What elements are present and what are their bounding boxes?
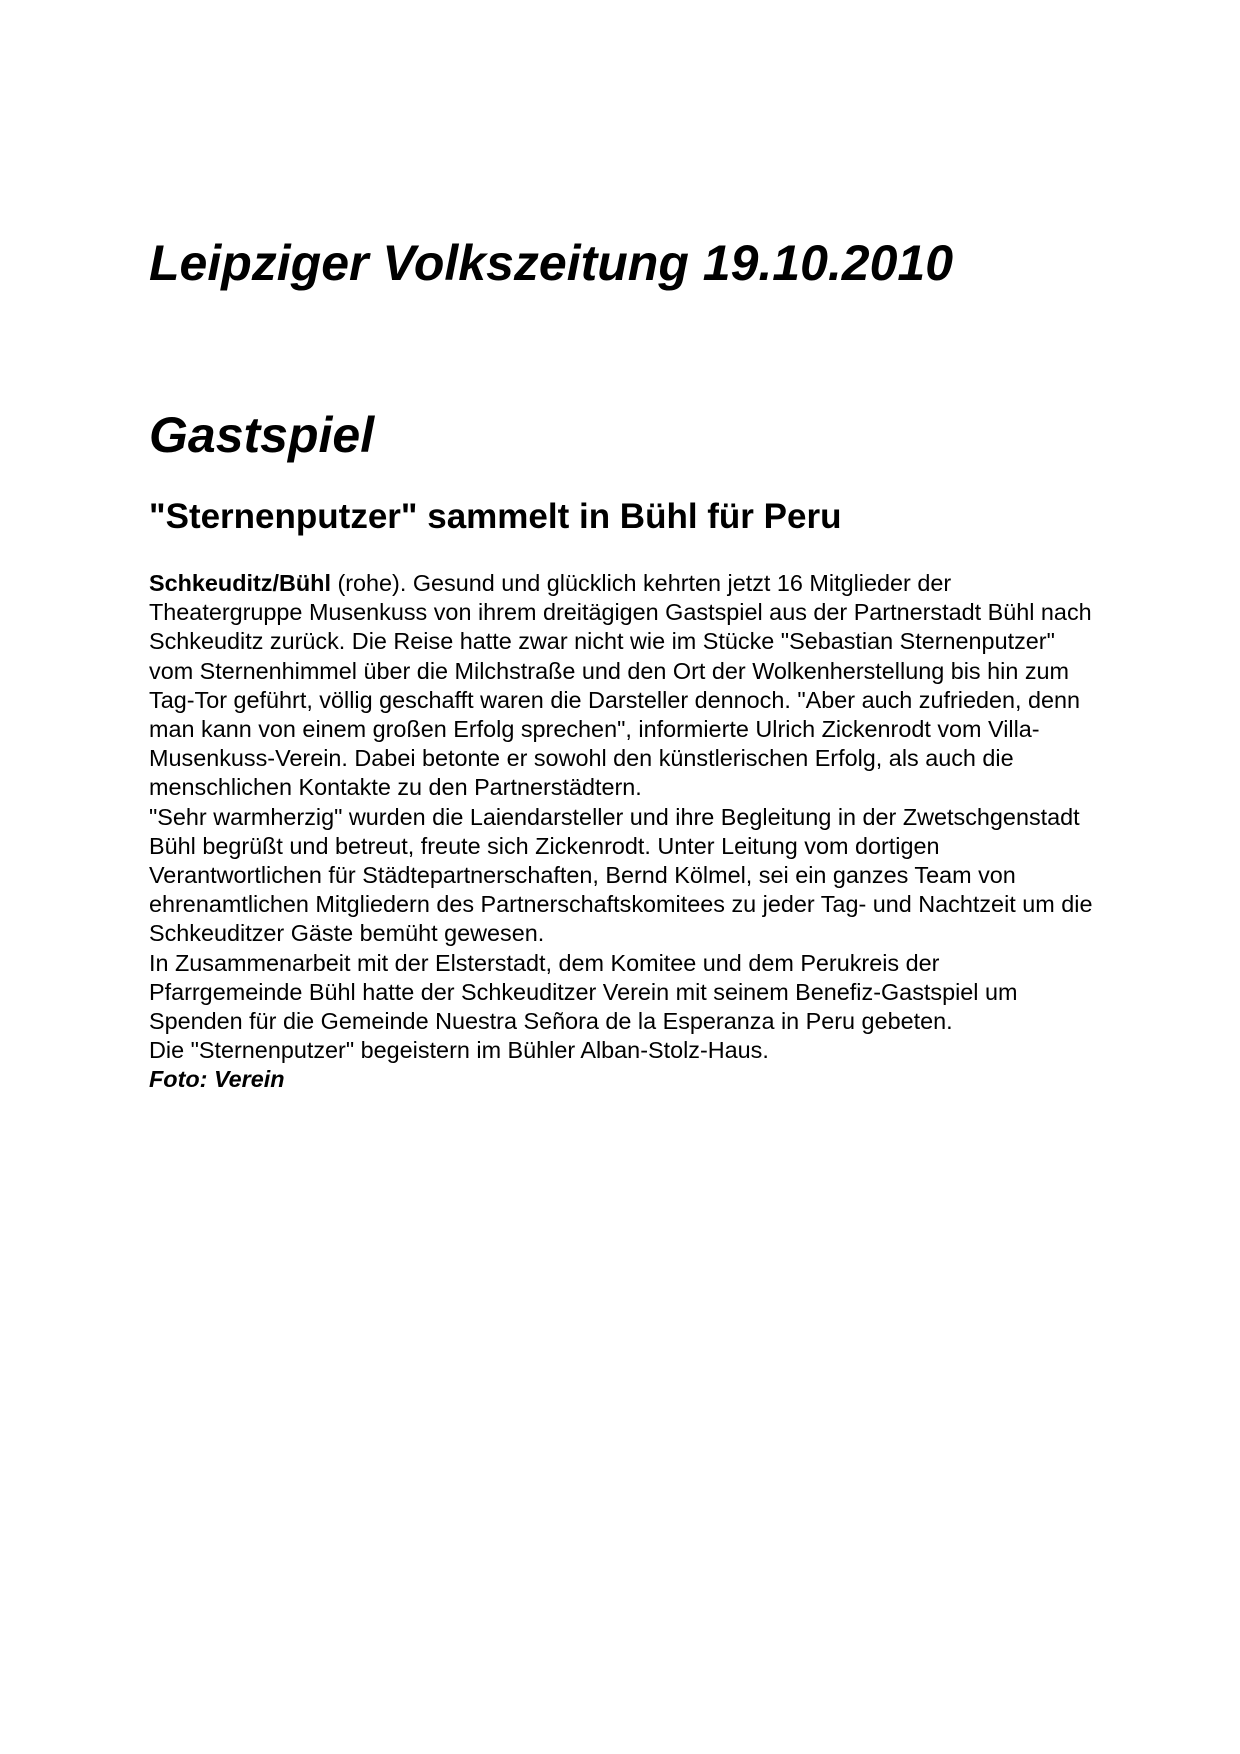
newspaper-masthead: Leipziger Volkszeitung 19.10.2010	[149, 235, 954, 291]
article-paragraph-3: In Zusammenarbeit mit der Elsterstadt, dem Komitee und dem Perukreis der Pfarrgemeinde Bühl hatte der Schkeuditzer Verein mit seinem Benefiz-Gastspiel um Spenden für die Gemeinde Nuestra Señora de la Esperanza in Peru gebeten.	[149, 949, 1018, 1035]
article-dateline: Schkeuditz/Bühl	[149, 570, 331, 596]
article-headline: "Sternenputzer" sammelt in Bühl für Peru	[149, 497, 842, 536]
photo-credit: Foto: Verein	[149, 1066, 285, 1093]
article-lead-text: (rohe). Gesund und glücklich kehrten jetzt 16 Mitglieder der Theatergruppe Musenkuss von ihrem dreitägigen Gastspiel aus der Partnerstadt Bühl nach Schkeuditz zurück. Die Reise hatte zwar nicht wie im Stücke "Sebastian Sternenputzer" vom Sternenhimmel über die Milchstraße und den Ort der Wolkenherstellung bis hin zum Tag-Tor geführt, völlig geschafft waren die Darsteller dennoch. "Aber auch zufrieden, denn man kann von einem großen Erfolg sprechen", informierte Ulrich Zickenrodt vom Villa-Musenkuss-Verein. Dabei betonte er sowohl den künstlerischen Erfolg, als auch die menschlichen Kontakte zu den Partnerstädtern.	[149, 570, 1092, 801]
article-paragraph-1	[149, 569, 1099, 803]
photo-caption: Die "Sternenputzer" begeistern im Bühler Alban-Stolz-Haus.	[149, 1037, 769, 1064]
article-paragraph-2: "Sehr warmherzig" wurden die Laiendarsteller und ihre Begleitung in der Zwetschgenstadt Bühl begrüßt und betreut, freute sich Zickenrodt. Unter Leitung vom dortigen Verantwortlichen für Städtepartnerschaften, Bernd Kölmel, sei ein ganzes Team von ehrenamtlichen Mitgliedern des Partnerschaftskomitees zu jeder Tag- und Nachtzeit um die Schkeuditzer Gäste bemüht gewesen.	[149, 803, 1093, 947]
article-body	[149, 569, 1099, 1095]
section-title: Gastspiel	[149, 407, 375, 463]
